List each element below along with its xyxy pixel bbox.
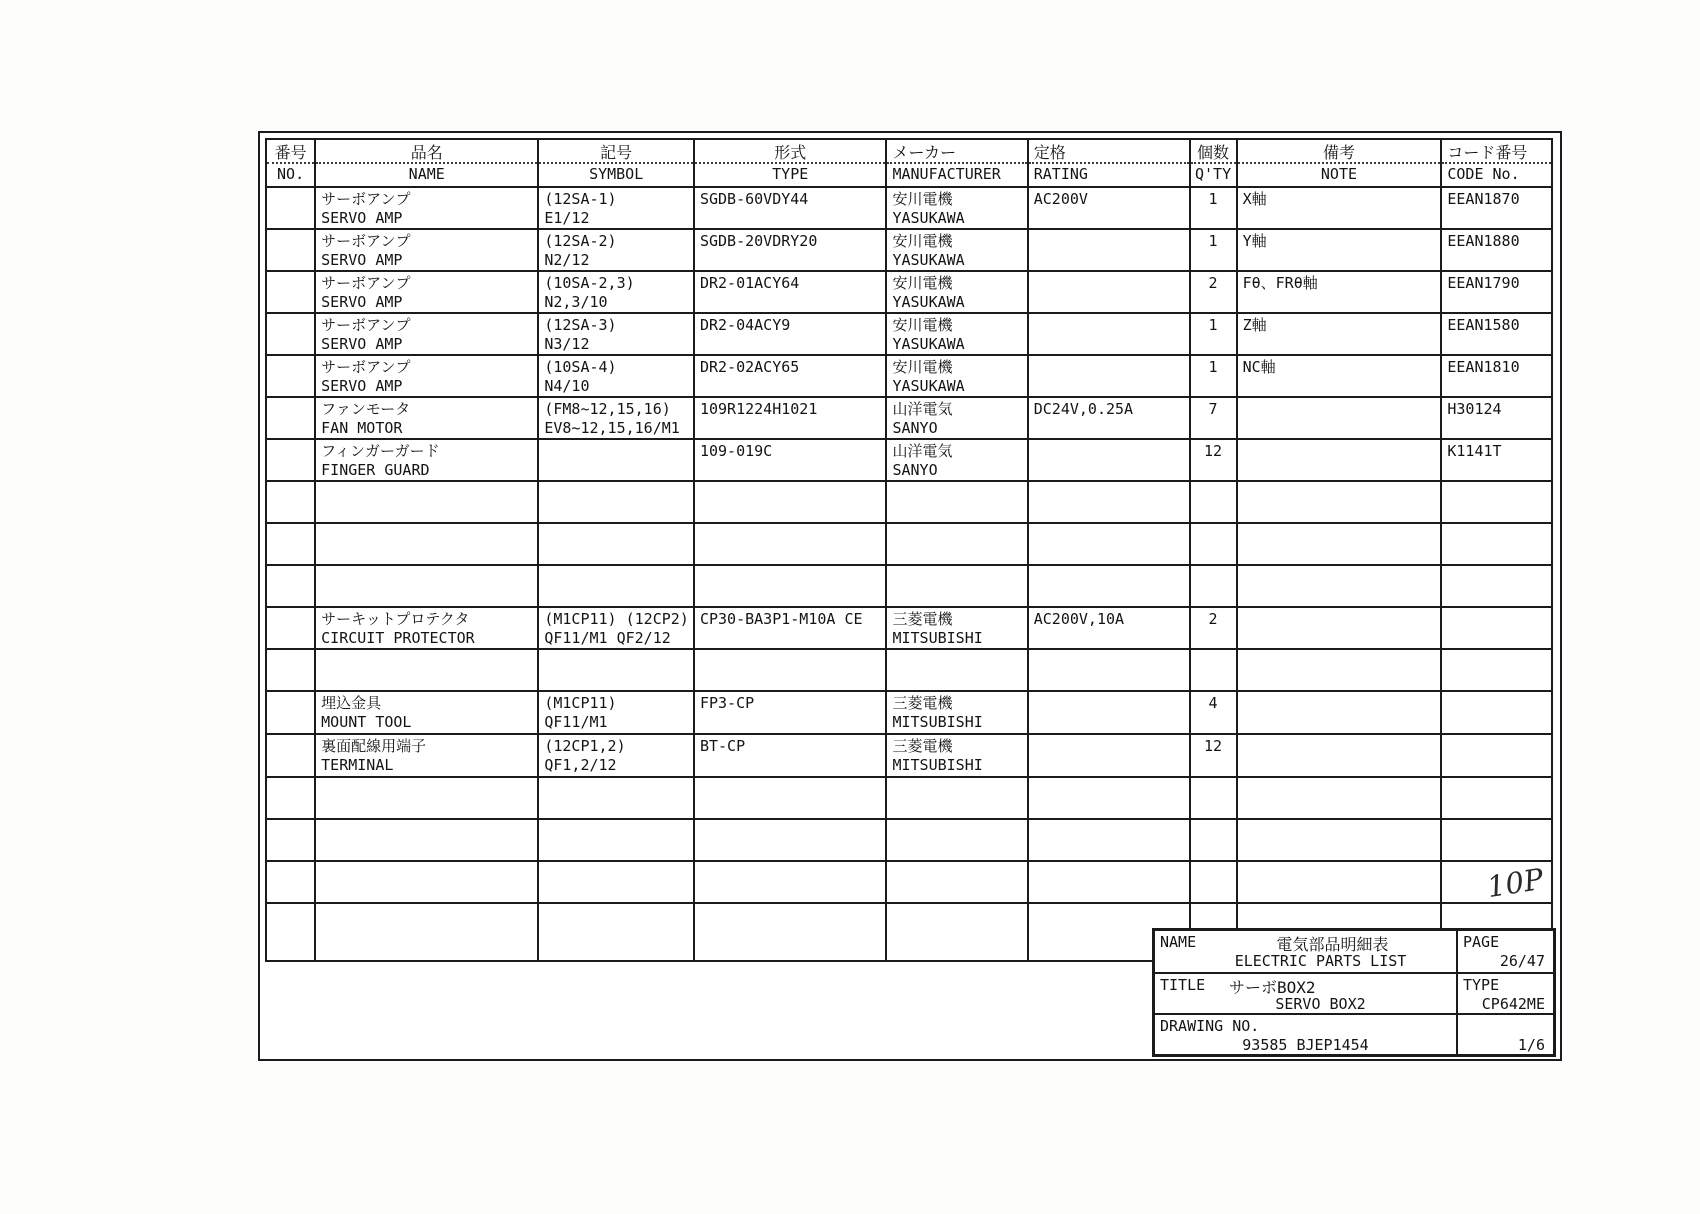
cell-qty xyxy=(1190,819,1237,861)
cell-code xyxy=(1441,819,1552,861)
cell-name xyxy=(315,481,538,523)
header-rating xyxy=(1028,139,1190,187)
table-row xyxy=(266,649,1552,691)
cell-code: EEAN1810 xyxy=(1441,355,1552,397)
cell-name xyxy=(315,523,538,565)
cell-qty: 2 xyxy=(1190,607,1237,649)
cell-manufacturer: 山洋電気 SANYO xyxy=(886,439,1027,481)
cell-symbol: (12SA-3) N3/12 xyxy=(538,313,694,355)
header-qty-en: Q'TY xyxy=(1194,165,1232,183)
cell-manufacturer: 三菱電機 MITSUBISHI xyxy=(886,691,1027,734)
parts-table xyxy=(265,138,1553,962)
parts-table-body xyxy=(266,187,1552,961)
cell-type: DR2-04ACY9 xyxy=(694,313,886,355)
cell-manufacturer xyxy=(886,565,1027,607)
handwritten-mark: 10P xyxy=(1484,861,1546,905)
cell-manufacturer xyxy=(886,523,1027,565)
cell-rating xyxy=(1028,313,1190,355)
cell-manufacturer xyxy=(886,819,1027,861)
cell-no xyxy=(266,313,315,355)
cell-no xyxy=(266,565,315,607)
table-row xyxy=(266,777,1552,819)
cell-manufacturer xyxy=(886,777,1027,819)
cell-symbol xyxy=(538,777,694,819)
cell-code xyxy=(1441,523,1552,565)
cell-note xyxy=(1237,607,1442,649)
cell-qty xyxy=(1190,649,1237,691)
cell-rating: AC200V,10A xyxy=(1028,607,1190,649)
cell-rating xyxy=(1028,861,1190,903)
cell-note xyxy=(1237,439,1442,481)
cell-code: EEAN1790 xyxy=(1441,271,1552,313)
header-name xyxy=(315,139,538,187)
cell-rating xyxy=(1028,691,1190,734)
cell-manufacturer: 三菱電機 MITSUBISHI xyxy=(886,607,1027,649)
cell-note xyxy=(1237,819,1442,861)
cell-symbol xyxy=(538,565,694,607)
table-row xyxy=(266,481,1552,523)
cell-qty xyxy=(1190,523,1237,565)
cell-no xyxy=(266,819,315,861)
cell-code: EEAN1870 xyxy=(1441,187,1552,229)
table-row xyxy=(266,439,1552,481)
cell-manufacturer xyxy=(886,903,1027,961)
cell-code: EEAN1580 xyxy=(1441,313,1552,355)
title-block xyxy=(1152,928,1556,1057)
header-code xyxy=(1441,139,1552,187)
cell-rating: AC200V xyxy=(1028,187,1190,229)
header-qty xyxy=(1190,139,1237,187)
cell-symbol: (10SA-4) N4/10 xyxy=(538,355,694,397)
cell-type xyxy=(694,565,886,607)
page-label: PAGE xyxy=(1463,933,1500,951)
table-row xyxy=(266,313,1552,355)
cell-name: サーボアンプ SERVO AMP xyxy=(315,271,538,313)
header-name-en: NAME xyxy=(408,165,445,183)
cell-qty: 1 xyxy=(1190,313,1237,355)
cell-no xyxy=(266,481,315,523)
cell-note xyxy=(1237,397,1442,439)
header-qty-jp: 個数 xyxy=(1191,140,1236,164)
cell-symbol xyxy=(538,819,694,861)
cell-no xyxy=(266,523,315,565)
cell-note: NC軸 xyxy=(1237,355,1442,397)
cell-manufacturer: 安川電機 YASUKAWA xyxy=(886,313,1027,355)
cell-type xyxy=(694,903,886,961)
table-header-row xyxy=(266,139,1552,187)
cell-qty xyxy=(1190,565,1237,607)
cell-note xyxy=(1237,649,1442,691)
cell-note: Y軸 xyxy=(1237,229,1442,271)
document-name-jp: 電気部品明細表 xyxy=(1276,935,1389,954)
cell-code xyxy=(1441,649,1552,691)
cell-name xyxy=(315,777,538,819)
header-type-en: TYPE xyxy=(772,165,809,183)
cell-type xyxy=(694,861,886,903)
table-row xyxy=(266,271,1552,313)
cell-no xyxy=(266,229,315,271)
cell-no xyxy=(266,271,315,313)
cell-code xyxy=(1441,734,1552,777)
cell-no xyxy=(266,397,315,439)
cell-type: SGDB-60VDY44 xyxy=(694,187,886,229)
cell-rating xyxy=(1028,355,1190,397)
cell-type xyxy=(694,819,886,861)
cell-no xyxy=(266,734,315,777)
cell-name: サーキットプロテクタ CIRCUIT PROTECTOR xyxy=(315,607,538,649)
cell-name: サーボアンプ SERVO AMP xyxy=(315,313,538,355)
cell-type: DR2-02ACY65 xyxy=(694,355,886,397)
cell-name: ファンモータ FAN MOTOR xyxy=(315,397,538,439)
cell-qty: 2 xyxy=(1190,271,1237,313)
header-no-en: NO. xyxy=(277,165,305,183)
cell-name xyxy=(315,903,538,961)
cell-qty: 12 xyxy=(1190,734,1237,777)
title-block-page-cell xyxy=(1456,931,1553,972)
header-name-jp: 品名 xyxy=(316,140,537,164)
cell-code: H30124 xyxy=(1441,397,1552,439)
cell-rating xyxy=(1028,777,1190,819)
cell-qty xyxy=(1190,481,1237,523)
cell-rating xyxy=(1028,271,1190,313)
cell-manufacturer: 安川電機 YASUKAWA xyxy=(886,187,1027,229)
cell-name xyxy=(315,861,538,903)
cell-no xyxy=(266,649,315,691)
cell-rating: DC24V,0.25A xyxy=(1028,397,1190,439)
cell-type: 109-019C xyxy=(694,439,886,481)
table-row xyxy=(266,397,1552,439)
cell-manufacturer: 安川電機 YASUKAWA xyxy=(886,355,1027,397)
cell-rating xyxy=(1028,523,1190,565)
drawing-frame xyxy=(258,131,1562,1061)
type-label: TYPE xyxy=(1463,976,1500,994)
document-title-en: SERVO BOX2 xyxy=(1275,995,1366,1013)
header-code-jp: コード番号 xyxy=(1442,140,1551,164)
cell-name xyxy=(315,649,538,691)
cell-symbol xyxy=(538,861,694,903)
cell-type: FP3-CP xyxy=(694,691,886,734)
cell-type xyxy=(694,481,886,523)
cell-rating xyxy=(1028,481,1190,523)
cell-name: フィンガーガード FINGER GUARD xyxy=(315,439,538,481)
cell-qty: 12 xyxy=(1190,439,1237,481)
cell-code xyxy=(1441,565,1552,607)
cell-symbol: (10SA-2,3) N2,3/10 xyxy=(538,271,694,313)
cell-type: 109R1224H1021 xyxy=(694,397,886,439)
cell-note xyxy=(1237,734,1442,777)
header-manufacturer-en: MANUFACTURER xyxy=(892,165,1001,183)
title-block-drawing-cell xyxy=(1155,1013,1456,1054)
cell-symbol: (FM8~12,15,16) EV8~12,15,16/M1 xyxy=(538,397,694,439)
table-row xyxy=(266,861,1552,903)
cell-no xyxy=(266,777,315,819)
cell-manufacturer: 安川電機 YASUKAWA xyxy=(886,229,1027,271)
cell-no xyxy=(266,691,315,734)
header-type xyxy=(694,139,886,187)
cell-name: サーボアンプ SERVO AMP xyxy=(315,229,538,271)
sheet-value: 1/6 xyxy=(1517,1036,1545,1054)
cell-name: 埋込金具 MOUNT TOOL xyxy=(315,691,538,734)
cell-note xyxy=(1237,481,1442,523)
cell-manufacturer xyxy=(886,481,1027,523)
table-row xyxy=(266,607,1552,649)
cell-qty: 1 xyxy=(1190,229,1237,271)
cell-code xyxy=(1441,691,1552,734)
cell-manufacturer xyxy=(886,649,1027,691)
header-no xyxy=(266,139,315,187)
cell-symbol xyxy=(538,439,694,481)
cell-qty: 1 xyxy=(1190,355,1237,397)
header-note xyxy=(1237,139,1442,187)
title-block-title-cell xyxy=(1155,972,1456,1013)
drawing-no-value: 93585 BJEP1454 xyxy=(1242,1036,1369,1054)
cell-rating xyxy=(1028,229,1190,271)
cell-rating xyxy=(1028,649,1190,691)
header-type-jp: 形式 xyxy=(695,140,885,164)
drawing-no-label: DRAWING NO. xyxy=(1160,1017,1260,1035)
cell-type xyxy=(694,523,886,565)
cell-code xyxy=(1441,777,1552,819)
header-symbol-en: SYMBOL xyxy=(589,165,644,183)
cell-rating xyxy=(1028,565,1190,607)
cell-note xyxy=(1237,861,1442,903)
type-value: CP642ME xyxy=(1481,995,1545,1013)
header-symbol xyxy=(538,139,694,187)
cell-no xyxy=(266,607,315,649)
cell-note: Z軸 xyxy=(1237,313,1442,355)
table-row xyxy=(266,229,1552,271)
cell-type xyxy=(694,777,886,819)
cell-manufacturer xyxy=(886,861,1027,903)
cell-qty: 4 xyxy=(1190,691,1237,734)
cell-qty xyxy=(1190,777,1237,819)
header-no-jp: 番号 xyxy=(267,140,314,164)
cell-rating xyxy=(1028,819,1190,861)
table-row xyxy=(266,355,1552,397)
header-manufacturer-jp: メーカー xyxy=(887,140,1026,164)
header-rating-en: RATING xyxy=(1033,165,1088,183)
cell-rating xyxy=(1028,439,1190,481)
header-manufacturer xyxy=(886,139,1027,187)
cell-no xyxy=(266,903,315,961)
cell-note xyxy=(1237,565,1442,607)
header-rating-jp: 定格 xyxy=(1029,140,1189,164)
header-code-en: CODE No. xyxy=(1447,165,1520,183)
cell-symbol xyxy=(538,649,694,691)
cell-type: DR2-01ACY64 xyxy=(694,271,886,313)
cell-symbol: (M1CP11) QF11/M1 xyxy=(538,691,694,734)
cell-type xyxy=(694,649,886,691)
cell-code xyxy=(1441,481,1552,523)
cell-name: サーボアンプ SERVO AMP xyxy=(315,187,538,229)
table-row xyxy=(266,523,1552,565)
header-symbol-jp: 記号 xyxy=(539,140,693,164)
name-label: NAME xyxy=(1160,933,1197,951)
document-title-jp: サーボBOX2 xyxy=(1229,978,1316,997)
cell-type: CP30-BA3P1-M10A CE xyxy=(694,607,886,649)
cell-name: 裏面配線用端子 TERMINAL xyxy=(315,734,538,777)
cell-symbol: (12SA-2) N2/12 xyxy=(538,229,694,271)
cell-qty xyxy=(1190,861,1237,903)
cell-rating xyxy=(1028,734,1190,777)
table-row xyxy=(266,734,1552,777)
title-block-type-cell xyxy=(1456,972,1553,1013)
table-row xyxy=(266,691,1552,734)
document-name-en: ELECTRIC PARTS LIST xyxy=(1234,952,1407,970)
cell-name xyxy=(315,565,538,607)
cell-type: BT-CP xyxy=(694,734,886,777)
cell-manufacturer: 三菱電機 MITSUBISHI xyxy=(886,734,1027,777)
cell-symbol: (12CP1,2) QF1,2/12 xyxy=(538,734,694,777)
cell-no xyxy=(266,355,315,397)
table-row xyxy=(266,187,1552,229)
cell-qty: 7 xyxy=(1190,397,1237,439)
cell-note xyxy=(1237,691,1442,734)
cell-symbol xyxy=(538,903,694,961)
cell-no xyxy=(266,861,315,903)
cell-manufacturer: 安川電機 YASUKAWA xyxy=(886,271,1027,313)
header-note-jp: 備考 xyxy=(1238,140,1441,164)
cell-note xyxy=(1237,523,1442,565)
cell-no xyxy=(266,439,315,481)
title-block-name-cell xyxy=(1155,931,1456,972)
cell-name xyxy=(315,819,538,861)
title-block-sheet-cell xyxy=(1456,1013,1553,1054)
cell-note: Fθ、FRθ軸 xyxy=(1237,271,1442,313)
table-row xyxy=(266,565,1552,607)
cell-code: EEAN1880 xyxy=(1441,229,1552,271)
header-note-en: NOTE xyxy=(1320,165,1358,183)
title-label: TITLE xyxy=(1160,976,1206,994)
cell-no xyxy=(266,187,315,229)
cell-manufacturer: 山洋電気 SANYO xyxy=(886,397,1027,439)
cell-code xyxy=(1441,607,1552,649)
cell-symbol xyxy=(538,523,694,565)
cell-type: SGDB-20VDRY20 xyxy=(694,229,886,271)
cell-symbol: (M1CP11) (12CP2) QF11/M1 QF2/12 xyxy=(538,607,694,649)
cell-qty: 1 xyxy=(1190,187,1237,229)
page-value: 26/47 xyxy=(1499,952,1545,970)
cell-note xyxy=(1237,777,1442,819)
cell-symbol xyxy=(538,481,694,523)
cell-name: サーボアンプ SERVO AMP xyxy=(315,355,538,397)
cell-code: K1141T xyxy=(1441,439,1552,481)
table-row xyxy=(266,819,1552,861)
cell-symbol: (12SA-1) E1/12 xyxy=(538,187,694,229)
cell-note: X軸 xyxy=(1237,187,1442,229)
